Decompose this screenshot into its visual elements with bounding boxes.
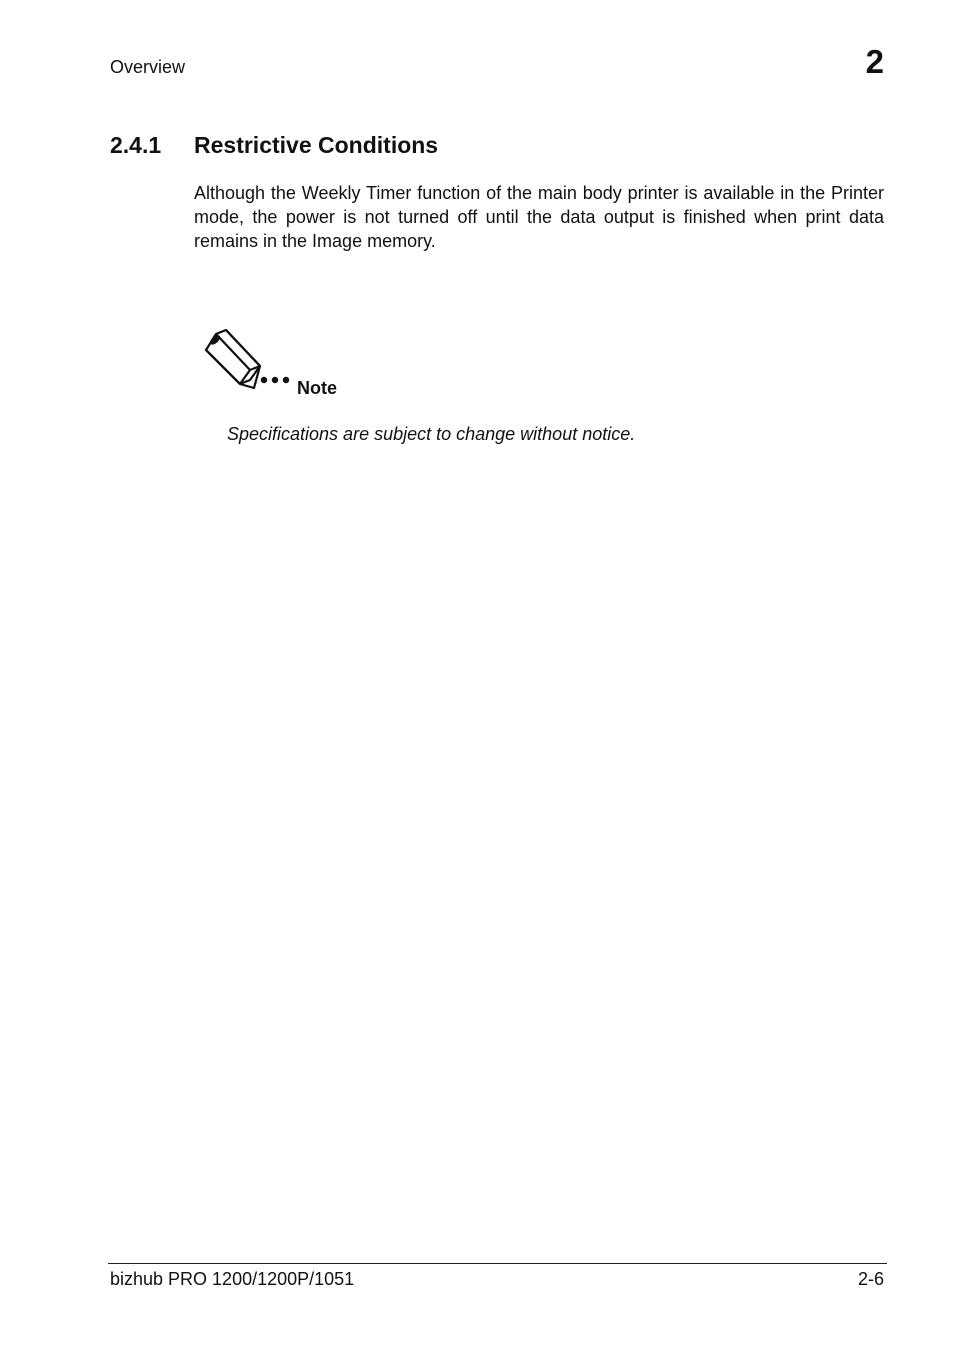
footer-divider (108, 1263, 887, 1264)
pencil-note-icon (202, 328, 294, 390)
footer-page-number: 2-6 (857, 1269, 884, 1289)
section-heading (110, 130, 438, 160)
section-title: Restrictive Conditions (194, 132, 439, 158)
note-label: Note (297, 378, 337, 398)
footer-product-name: bizhub PRO 1200/1200P/1051 (110, 1269, 355, 1289)
section-paragraph: Although the Weekly Timer function of the main body printer is available in the Printer mode, the power is not turned off until the data output is finished when print data remains in the Image memory. (194, 183, 884, 251)
header-chapter-number: 2 (865, 43, 884, 80)
note-text: Specifications are subject to change without notice. (227, 424, 636, 444)
header-section-title: Overview (110, 57, 186, 77)
section-number: 2.4.1 (110, 132, 162, 158)
